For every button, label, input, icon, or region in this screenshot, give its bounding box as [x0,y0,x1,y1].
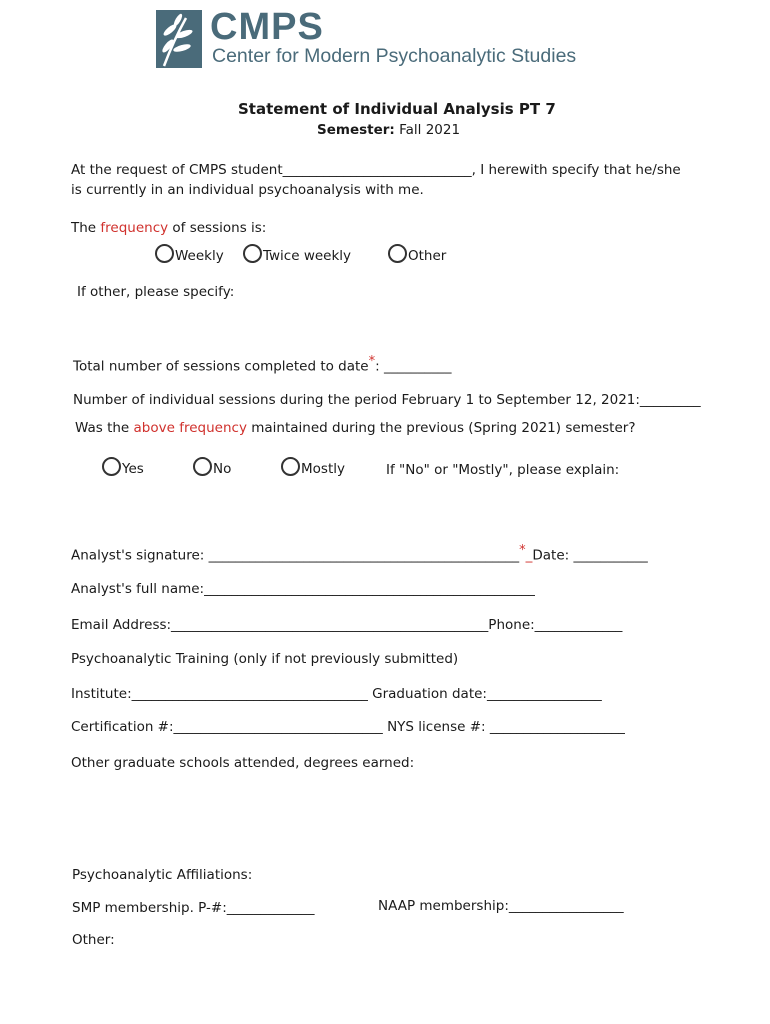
maintained-highlight: above frequency [133,420,247,436]
certification-field[interactable]: Certification #:_______________________________ NYS license #: ____________________ [71,719,625,735]
signature-label[interactable]: Analyst's signature: ______________________________________________ [71,547,520,564]
frequency-option-label: Weekly [175,248,224,264]
if-other-label: If other, please specify: [77,284,235,300]
full-name-field[interactable]: Analyst's full name:_________________________________________________ [71,581,535,597]
email-phone-field[interactable]: Email Address:_______________________________________________Phone:_____________ [71,617,623,633]
other-affiliation-label[interactable]: Other: [72,932,115,948]
frequency-option-label: Twice weekly [263,248,352,264]
required-mark: * [368,354,376,369]
frequency-suffix: of sessions is: [168,220,267,236]
semester-value: Fall 2021 [399,122,461,138]
affiliations-label: Psychoanalytic Affiliations: [72,867,253,883]
radio-weekly[interactable] [155,244,174,263]
radio-twice-weekly[interactable] [243,244,262,263]
logo-subtitle: Center for Modern Psychoanalytic Studies [212,45,577,67]
frequency-option-label: Other [408,248,447,264]
maintained-option-mostly[interactable] [281,457,345,477]
maintained-option-label: Mostly [301,461,345,477]
semester-line [317,122,460,138]
radio-no[interactable] [193,457,212,476]
naap-membership-field[interactable]: NAAP membership:_________________ [378,898,624,914]
training-heading: Psychoanalytic Training (only if not previously submitted) [71,651,459,667]
frequency-option-weekly[interactable] [155,244,224,264]
total-sessions-line[interactable] [73,354,451,375]
cmps-logo-mark [156,10,202,68]
radio-mostly[interactable] [281,457,300,476]
radio-other[interactable] [388,244,407,263]
smp-membership-field[interactable]: SMP membership. P-#:_____________ [72,900,315,916]
date-field[interactable]: Date: ___________ [532,547,648,564]
signature-underscore: _ [525,547,533,564]
maintained-option-label: Yes [122,461,144,477]
institute-field[interactable]: Institute:___________________________________ Graduation date:_________________ [71,686,602,702]
frequency-option-other[interactable] [388,244,446,264]
logo-name: CMPS [210,6,324,48]
maintained-option-label: No [213,461,232,477]
maintained-question [75,420,635,436]
period-sessions-line[interactable]: Number of individual sessions during the period February 1 to September 12, 2021:_________ [73,392,701,408]
maintained-option-yes[interactable] [102,457,144,477]
required-mark: * [519,543,526,558]
intro-line-1: At the request of CMPS student____________________________, I herewith specify that he/she [71,162,681,178]
frequency-prefix: The [71,220,101,236]
total-sessions-blank[interactable]: : __________ [375,358,452,375]
semester-label: Semester: [317,122,395,138]
explain-label: If "No" or "Mostly", please explain: [386,462,620,478]
form-title: Statement of Individual Analysis PT 7 [238,100,556,118]
frequency-option-twice-weekly[interactable] [243,244,351,264]
frequency-question [71,220,266,236]
other-schools-label: Other graduate schools attended, degrees earned: [71,755,415,771]
radio-yes[interactable] [102,457,121,476]
intro-line-2: is currently in an individual psychoanalysis with me. [71,182,424,198]
frequency-word: frequency [100,220,169,236]
total-sessions-label: Total number of sessions completed to date [73,358,369,375]
maintained-prefix: Was the [75,420,134,436]
maintained-option-no[interactable] [193,457,231,477]
maintained-suffix: maintained during the previous (Spring 2021) semester? [246,420,636,436]
signature-line[interactable] [71,543,648,564]
